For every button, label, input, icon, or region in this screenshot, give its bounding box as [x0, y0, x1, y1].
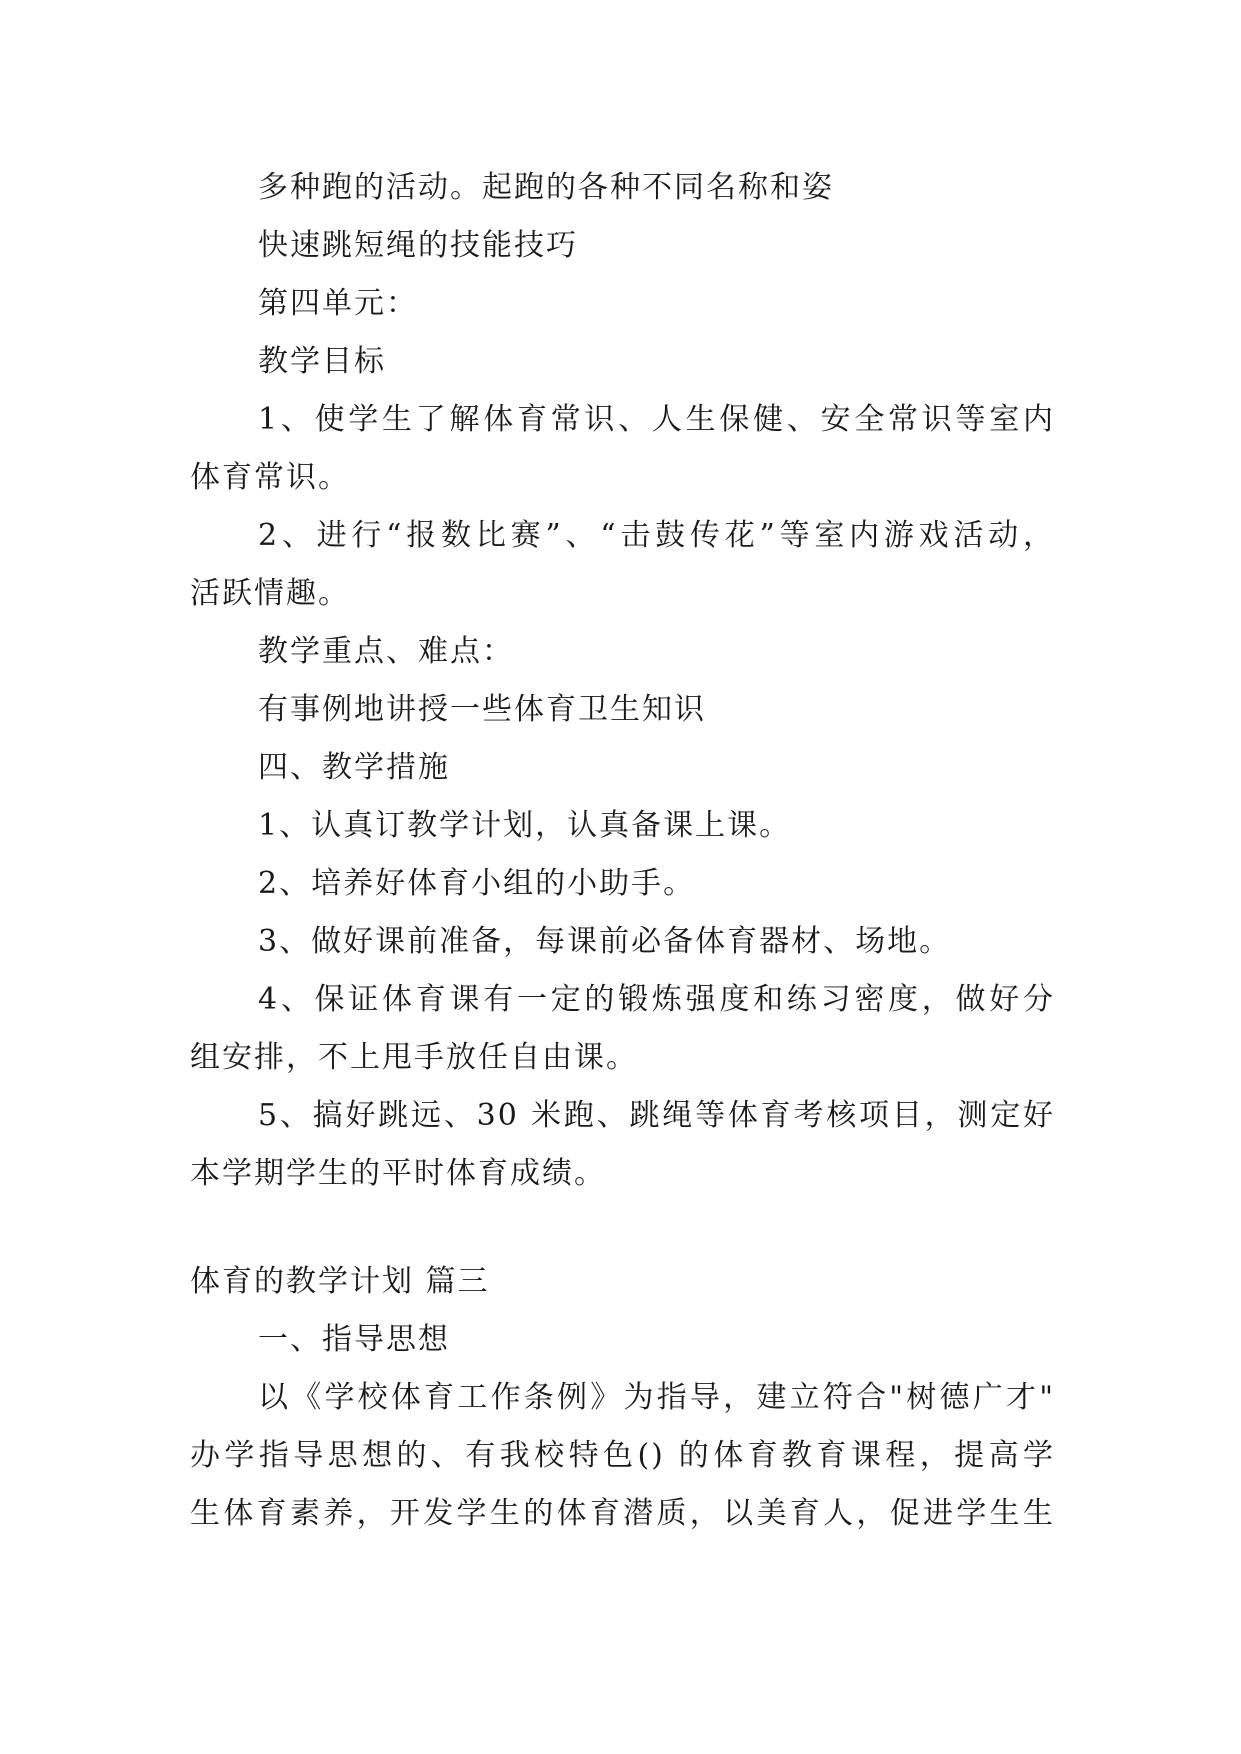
- text-line: 办学指导思想的、有我校特色() 的体育教育课程，提高学: [190, 1438, 1055, 1473]
- text-line: 体育常识。: [190, 460, 350, 495]
- text-line: 5、搞好跳远、30 米跑、跳绳等体育考核项目，测定好: [258, 1098, 1055, 1133]
- text-line: 本学期学生的平时体育成绩。: [190, 1156, 606, 1191]
- text-line: 第四单元：: [258, 286, 418, 321]
- text-line: 一、指导思想: [258, 1322, 450, 1357]
- text-line: 四、教学措施: [258, 750, 450, 785]
- text-line: 生体育素养，开发学生的体育潜质，以美育人，促进学生生: [190, 1496, 1055, 1531]
- section-heading: 体育的教学计划 篇三: [190, 1264, 490, 1299]
- text-line: 教学目标: [258, 344, 386, 379]
- text-line: 2、进行“报数比赛”、“击鼓传花”等室内游戏活动，: [258, 518, 1055, 553]
- text-line: 2、培养好体育小组的小助手。: [258, 866, 696, 901]
- text-line: 教学重点、难点：: [258, 634, 514, 669]
- text-line: 活跃情趣。: [190, 576, 350, 611]
- text-line: 组安排，不上甩手放任自由课。: [190, 1040, 638, 1075]
- text-line: 3、做好课前准备，每课前必备体育器材、场地。: [258, 924, 952, 959]
- text-line: 以《学校体育工作条例》为指导，建立符合"树德广才": [258, 1380, 1055, 1415]
- text-line: 有事例地讲授一些体育卫生知识: [258, 692, 706, 727]
- text-line: 4、保证体育课有一定的锻炼强度和练习密度，做好分: [258, 982, 1055, 1017]
- text-line: 快速跳短绳的技能技巧: [258, 228, 578, 263]
- text-line: 1、使学生了解体育常识、人生保健、安全常识等室内: [258, 402, 1055, 437]
- text-line: 多种跑的活动。起跑的各种不同名称和姿: [258, 170, 834, 205]
- text-line: 1、认真订教学计划，认真备课上课。: [258, 808, 792, 843]
